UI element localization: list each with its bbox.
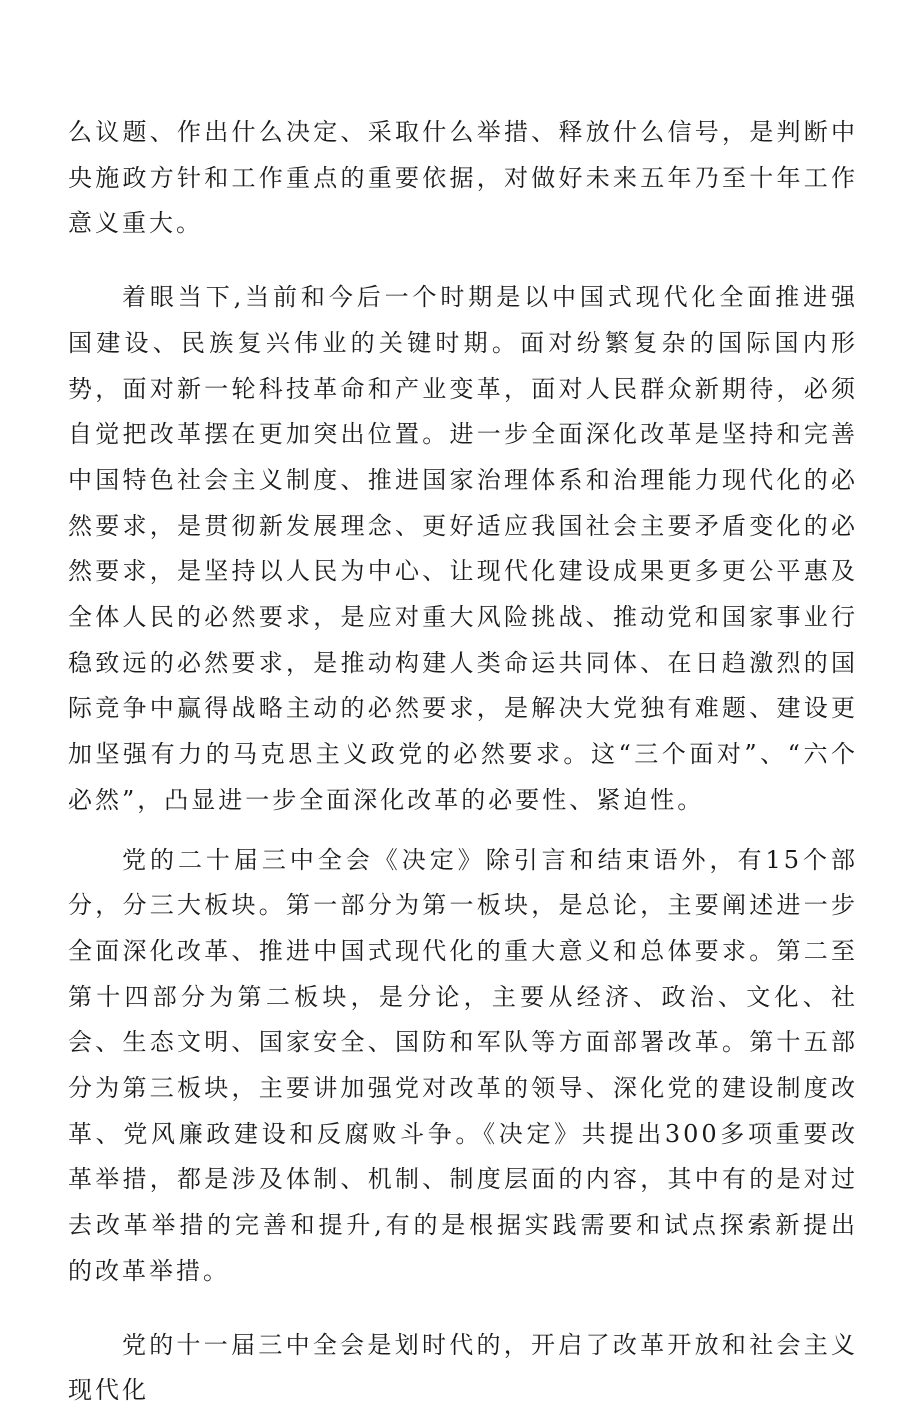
paragraph-continuation: 么议题、作出什么决定、采取什么举措、释放什么信号，是判断中央施政方针和工作重点的重要依据，对做好未来五年乃至十年工作意义重大。 xyxy=(68,118,858,238)
paragraph-eleventh-plenum: 党的十一届三中全会是划时代的，开启了改革开放和社会主义现代化 xyxy=(68,1330,858,1405)
paragraph-reform-necessity: 着眼当下,当前和今后一个时期是以中国式现代化全面推进强国建设、民族复兴伟业的关键时期。面对纷繁复杂的国际国内形势，面对新一轮科技革命和产业变革，面对人民群众新期待，必须自觉把改革摆在更加突出位置。进一步全面深化改革是坚持和完善中国特色社会主义制度、推进国家治理体系和治理能力现代化的必然要求，是贯彻新发展理念、更好适应我国社会主要矛盾变化的必然要求，是坚持以人民为中心、让现代化建设成果更多更公平惠及全体人民的必然要求，是应对重大风险挑战、推动党和国家事业行稳致远的必然要求，是推动构建人类命运共同体、在日趋激烈的国际竞争中赢得战略主动的必然要求，是解决大党独有难题、建设更加坚强有力的马克思主义政党的必然要求。这“三个面对”、“六个必然”，凸显进一步全面深化改革的必要性、紧迫性。 xyxy=(68,283,858,814)
paragraph-decision-structure: 党的二十届三中全会《决定》除引言和结束语外，有15个部分，分三大板块。第一部分为第一板块，是总论，主要阐述进一步全面深化改革、推进中国式现代化的重大意义和总体要求。第二至第十四部分为第二板块，是分论，主要从经济、政治、文化、社会、生态文明、国家安全、国防和军队等方面部署改革。第十五部分为第三板块，主要讲加强党对改革的领导、深化党的建设制度改革、党风廉政建设和反腐败斗争。《决定》共提出300多项重要改革举措，都是涉及体制、机制、制度层面的内容，其中有的是对过去改革举措的完善和提升,有的是根据实践需要和试点探索新提出的改革举措。 xyxy=(68,845,858,1285)
document-body xyxy=(68,110,858,1414)
